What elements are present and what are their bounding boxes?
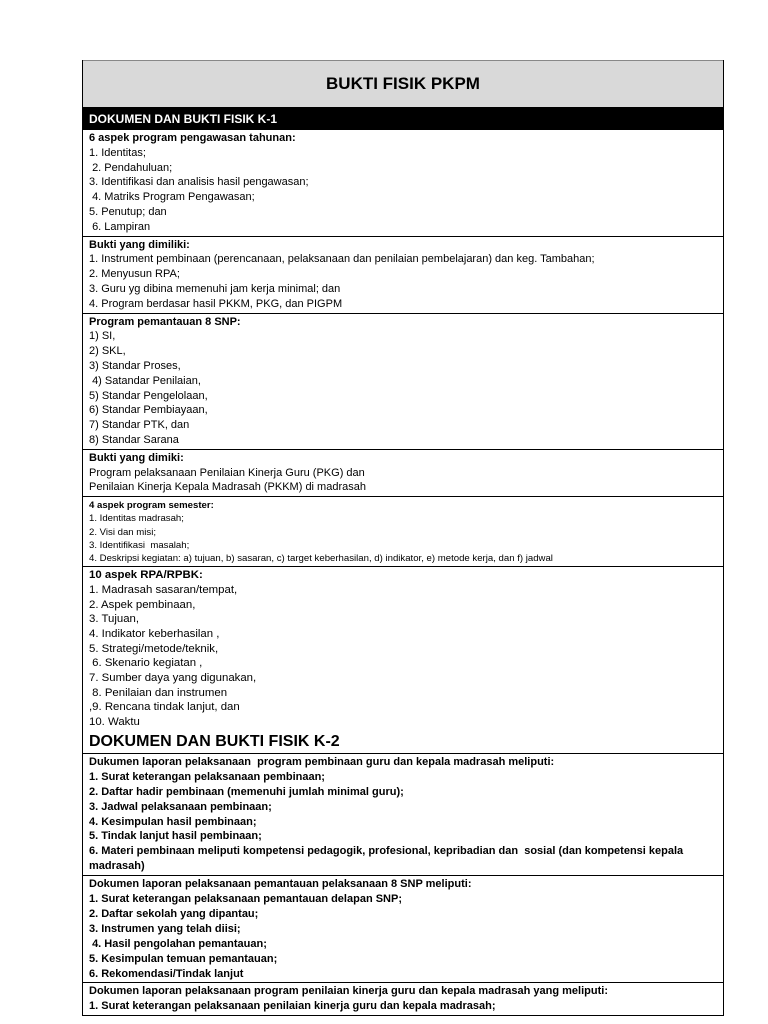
cell-heading: Dukumen laporan pelaksanaan program pembinaan guru dan kepala madrasah meliputi: (89, 755, 555, 768)
k1-cell (83, 130, 723, 237)
list-item: 3. Instrumen yang telah diisi; (89, 922, 241, 935)
list-item: 2. Daftar hadir pembinaan (memenuhi jumlah minimal guru); (89, 785, 404, 798)
list-item: 2. Aspek pembinaan, (89, 598, 196, 611)
list-item: 6. Rekomendasi/Tindak lanjut (89, 967, 244, 980)
k1-cell (83, 450, 723, 497)
k1-cell (83, 237, 723, 314)
cell-heading: Bukti yang dimiliki: (89, 238, 190, 251)
list-item: 5) Standar Pengelolaan, (89, 389, 208, 402)
list-item: 3. Guru yg dibina memenuhi jam kerja minimal; dan (89, 282, 341, 295)
list-item: 6. Materi pembinaan meliputi kompetensi pedagogik, profesional, kepribadian dan sosial (dan kompetensi kepala madrasah) (89, 845, 687, 873)
list-item: 3) Standar Proses, (89, 359, 181, 372)
cell-heading: 4 aspek program semester: (89, 500, 214, 512)
list-item: 8. Penilaian dan instrumen (89, 686, 228, 699)
list-item: 3. Identifikasi masalah; (89, 539, 190, 551)
list-item: 1. Surat keterangan pelaksanaan pembinaan; (89, 770, 325, 783)
list-item: 2. Daftar sekolah yang dipantau; (89, 907, 259, 920)
list-item: 1. Madrasah sasaran/tempat, (89, 583, 238, 596)
list-item: 4. Deskripsi kegiatan: a) tujuan, b) sasaran, c) target keberhasilan, d) indikator, e) metode kerja, dan f) jadwal (89, 552, 553, 564)
cell-heading: Bukti yang dimiki: (89, 451, 184, 464)
k1-section (83, 130, 723, 731)
list-item: 6. Lampiran (89, 220, 151, 233)
list-item: 1) SI, (89, 330, 116, 343)
list-item: Program pelaksanaan Penilaian Kinerja Guru (PKG) dan (89, 466, 365, 479)
list-item: 1. Surat keterangan pelaksanaan pemantauan delapan SNP; (89, 893, 402, 906)
list-item: 5. Penutup; dan (89, 205, 167, 218)
list-item: 4. Indikator keberhasilan , (89, 627, 220, 640)
list-item: Penilaian Kinerja Kepala Madrasah (PKKM) di madrasah (89, 481, 366, 494)
list-item: 4) Satandar Penilaian, (89, 374, 201, 387)
list-item: ,9. Rencana tindak lanjut, dan (89, 701, 240, 714)
list-item: 2. Menyusun RPA; (89, 268, 180, 281)
list-item: 1. Identitas; (89, 146, 146, 159)
list-item: 2. Visi dan misi; (89, 526, 157, 538)
list-item: 10. Waktu (89, 716, 140, 729)
list-item: 3. Jadwal pelaksanaan pembinaan; (89, 800, 272, 813)
k1-cell (83, 567, 723, 731)
cell-heading: 6 aspek program pengawasan tahunan: (89, 132, 296, 144)
list-item: 6) Standar Pembiayaan, (89, 404, 208, 417)
section-header-k1: DOKUMEN DAN BUKTI FISIK K-1 (83, 108, 723, 130)
cell-heading: Dokumen laporan pelaksanaan program penilaian kinerja guru dan kepala madrasah yang meliputi: (89, 985, 608, 998)
list-item: 3. Tujuan, (89, 613, 140, 626)
list-item: 4. Matriks Program Pengawasan; (89, 191, 255, 204)
list-item: 5. Strategi/metode/teknik, (89, 642, 219, 655)
list-item: 5. Kesimpulan temuan pemantauan; (89, 952, 278, 965)
list-item: 4. Program berdasar hasil PKKM, PKG, dan PIGPM (89, 297, 343, 310)
cell-heading: 10 aspek RPA/RPBK: (89, 569, 203, 582)
list-item: 8) Standar Sarana (89, 433, 179, 446)
k2-cell (83, 983, 723, 1015)
list-item: 1. Instrument pembinaan (perencanaan, pelaksanaan dan penilaian pembelajaran) dan keg. Tambahan; (89, 253, 595, 266)
list-item: 4. Kesimpulan hasil pembinaan; (89, 815, 257, 828)
list-item: 2. Pendahuluan; (89, 161, 173, 174)
document-title: BUKTI FISIK PKPM (83, 60, 723, 108)
list-item: 7) Standar PTK, dan (89, 419, 190, 432)
list-item: 7. Sumber daya yang digunakan, (89, 672, 257, 685)
k1-cell (83, 314, 723, 450)
section-header-k2: DOKUMEN DAN BUKTI FISIK K-2 (83, 731, 723, 754)
k1-cell (83, 497, 723, 567)
list-item: 5. Tindak lanjut hasil pembinaan; (89, 830, 262, 843)
list-item: 3. Identifikasi dan analisis hasil pengawasan; (89, 176, 309, 189)
k2-cell (83, 754, 723, 876)
cell-heading: Program pemantauan 8 SNP: (89, 315, 241, 328)
k2-cell (83, 876, 723, 983)
list-item: 1. Identitas madrasah; (89, 513, 184, 525)
cell-heading: Dokumen laporan pelaksanaan pemantauan pelaksanaan 8 SNP meliputi: (89, 878, 472, 891)
list-item: 6. Skenario kegiatan , (89, 657, 203, 670)
list-item: 1. Surat keterangan pelaksanaan penilaian kinerja guru dan kepala madrasah; (89, 1000, 496, 1013)
list-item: 4. Hasil pengolahan pemantauan; (89, 937, 267, 950)
document-table (82, 60, 724, 1016)
k2-section (83, 754, 723, 1015)
list-item: 2) SKL, (89, 345, 126, 358)
